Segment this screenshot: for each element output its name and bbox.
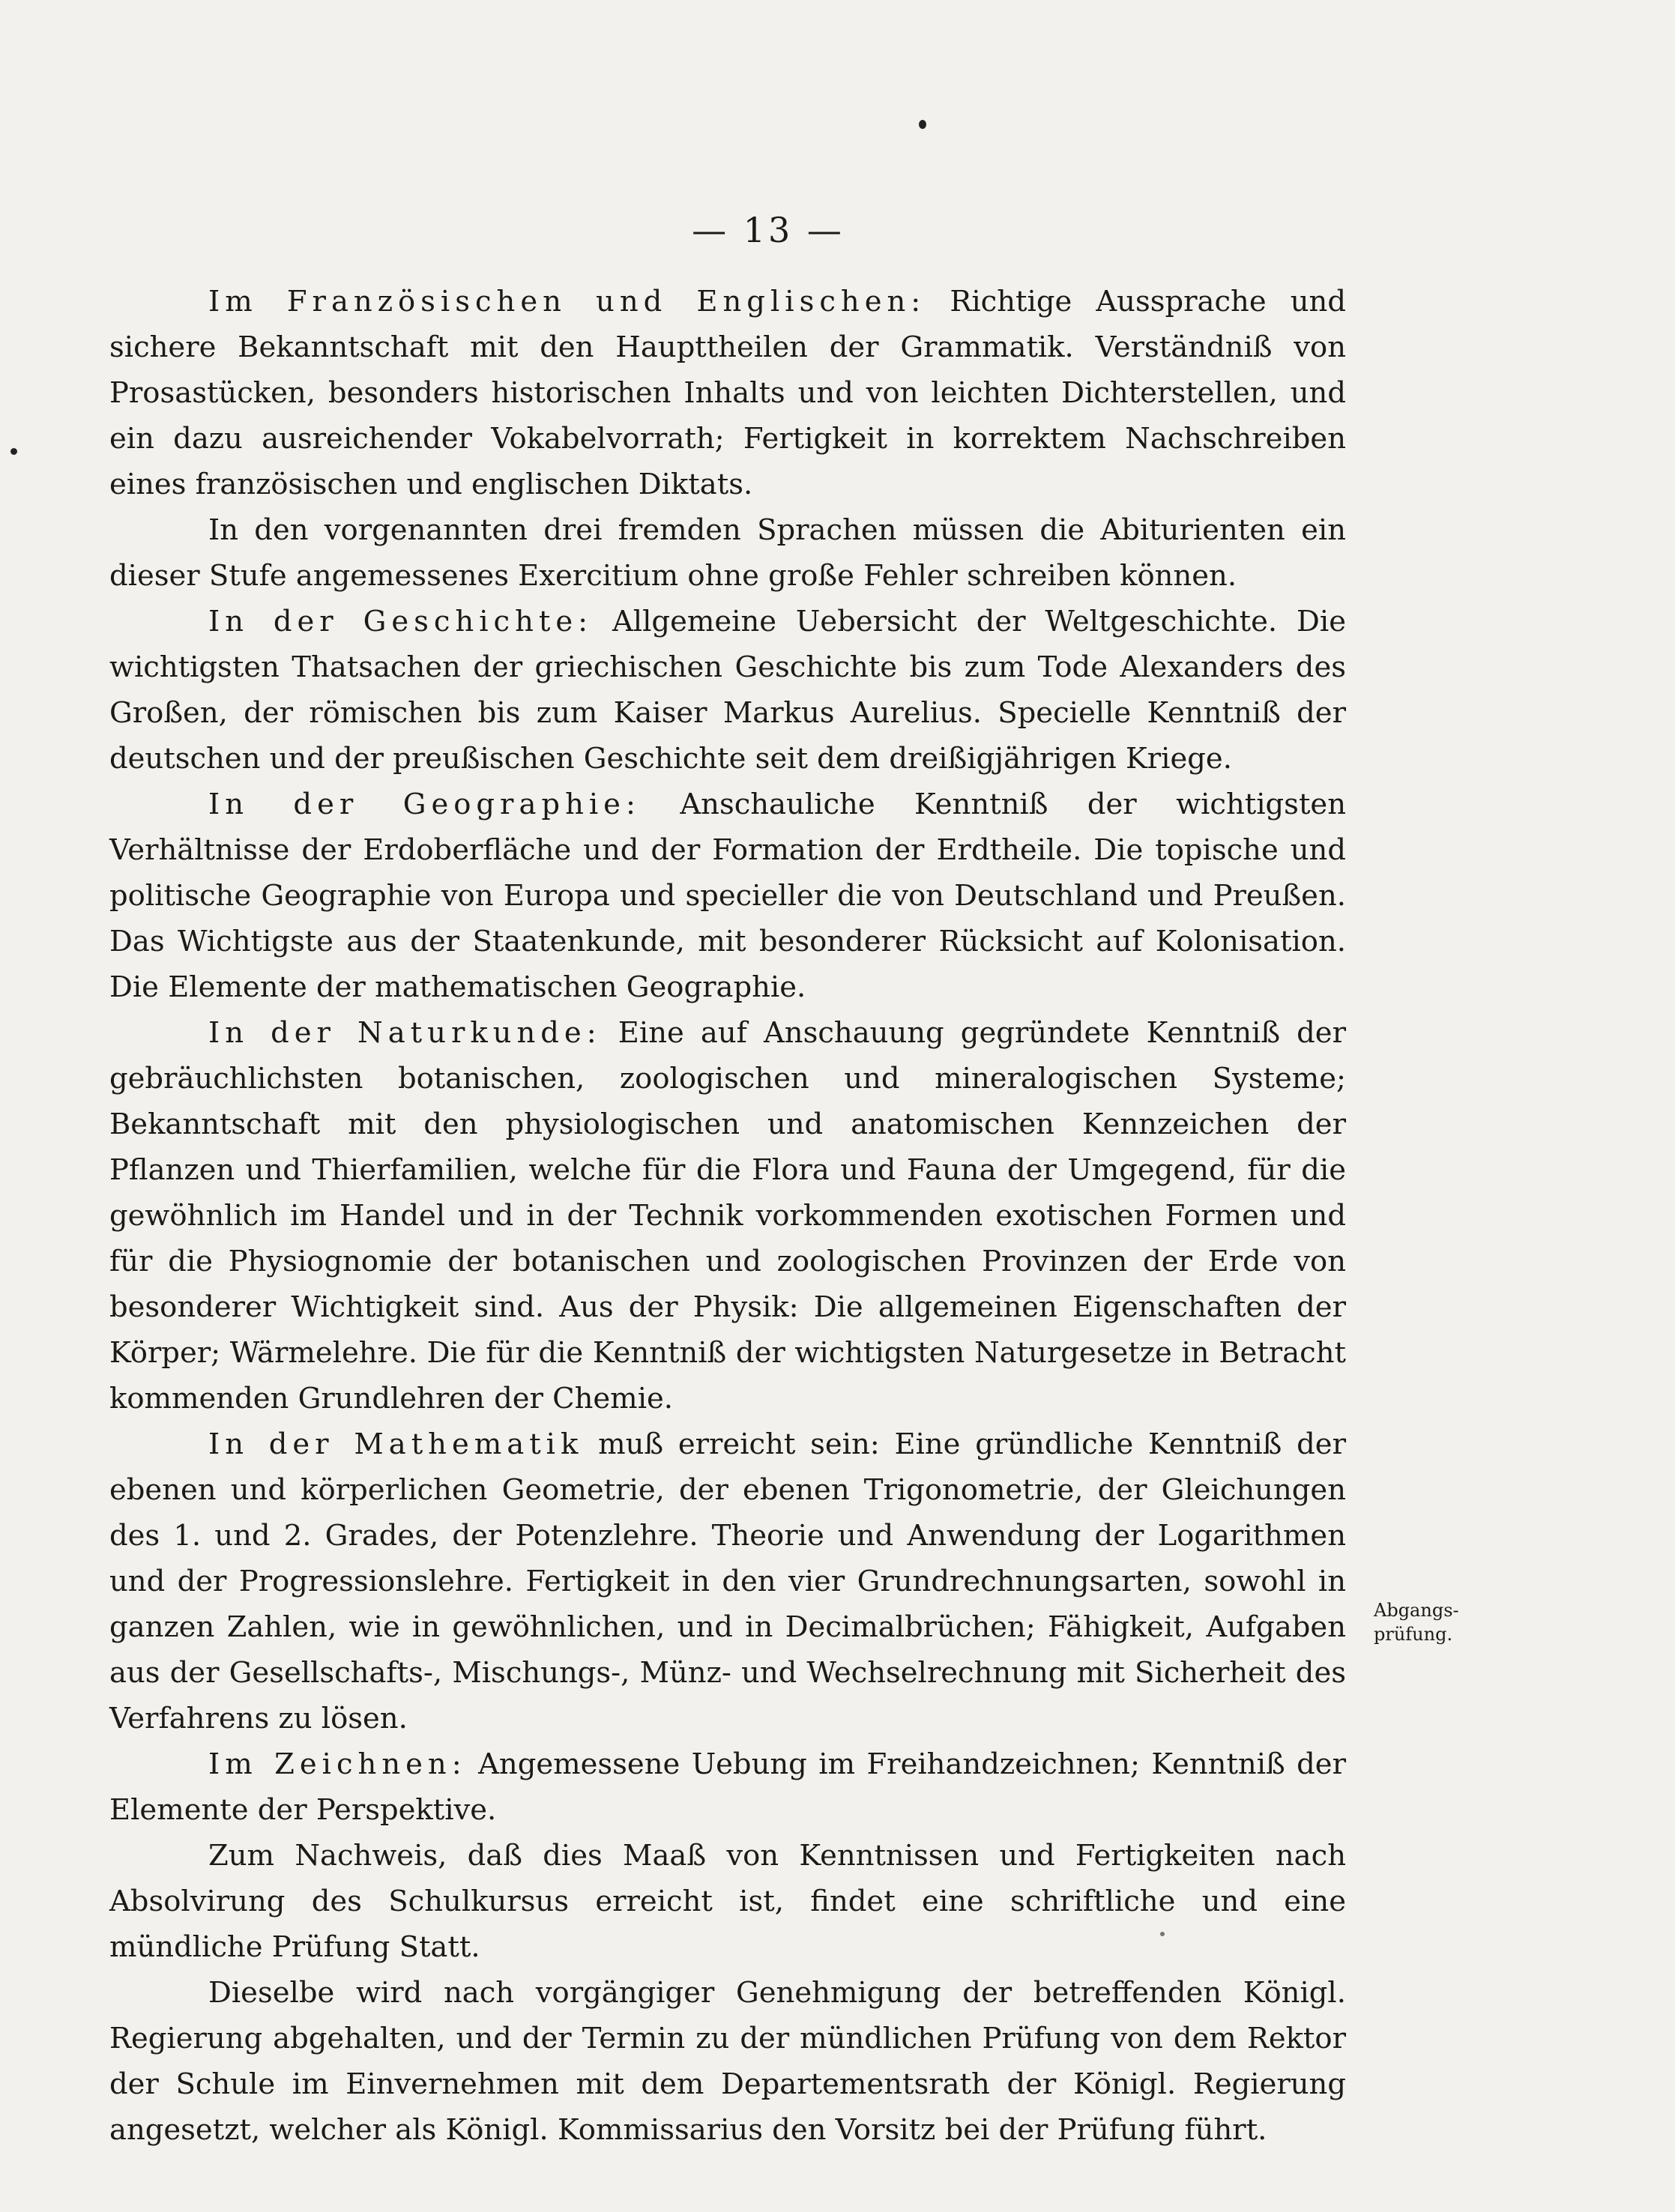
paragraph-text: In den vorgenannten drei fremden Sprachen müssen die Abiturienten ein dieser Stufe angemessenes Exercitium ohne große Fehler schreiben können.	[109, 513, 1346, 593]
paragraph-drawing	[109, 1741, 1346, 1833]
section-lead: Im Französischen und Englischen:	[208, 285, 926, 318]
paragraph-text: muß erreicht sein: Eine gründliche Kenntniß der ebenen und körperlichen Geometrie, der ebenen Trigonometrie, der Gleichungen des 1. und 2. Grades, der Potenzlehre. Theorie und Anwendung der Logarithmen und der Progressionslehre. Fertigkeit in den vier Grundrechnungsarten, sowohl in ganzen Zahlen, wie in gewöhnlichen, und in Decimalbrüchen; Fähigkeit, Aufgaben aus der Gesellschafts-, Mischungs-, Münz- und Wechselrechnung mit Sicherheit des Verfahrens zu lösen.	[109, 1427, 1346, 1735]
section-lead: In der Naturkunde:	[208, 1016, 602, 1050]
body-text	[109, 279, 1346, 2153]
margin-note: Abgangs-prüfung.	[1374, 1600, 1459, 1645]
paragraph-natural-science	[109, 1010, 1346, 1421]
paragraph-languages	[109, 279, 1346, 507]
paragraph-text: Richtige Aussprache und sichere Bekanntschaft mit den Haupttheilen der Grammatik. Verständniß von Prosastücken, besonders historischen Inhalts und von leichten Dichterstellen, und ein dazu ausreichender Vokabelvorrath; Fertigkeit in korrektem Nachschreiben eines französischen und englischen Diktats.	[109, 285, 1346, 501]
paragraph-exercitium	[109, 507, 1346, 599]
paragraph-procedure	[109, 1970, 1346, 2153]
paragraph-text: Zum Nachweis, daß dies Maaß von Kenntnissen und Fertigkeiten nach Absolvirung des Schulkursus erreicht ist, findet eine schriftliche und eine mündliche Prüfung Statt.	[109, 1839, 1346, 1964]
paragraph-text: Allgemeine Uebersicht der Weltgeschichte. Die wichtigsten Thatsachen der griechischen Geschichte bis zum Tode Alexanders des Großen, der römischen bis zum Kaiser Markus Aurelius. Specielle Kenntniß der deutschen und der preußischen Geschichte seit dem dreißigjährigen Kriege.	[109, 605, 1346, 776]
section-lead: In der Geographie:	[208, 788, 641, 821]
section-lead: In der Mathematik	[208, 1427, 584, 1461]
ink-speck	[919, 120, 926, 129]
paragraph-history	[109, 599, 1346, 782]
section-lead: In der Geschichte:	[208, 605, 594, 638]
paragraph-geography	[109, 782, 1346, 1010]
page-number: — 13 —	[692, 210, 845, 250]
paragraph-text: Eine auf Anschauung gegründete Kenntniß der gebräuchlichsten botanischen, zoologischen und mineralogischen Systeme; Bekanntschaft mit den physiologischen und anatomischen Kennzeichen der Pflanzen und Thierfamilien, welche für die Flora und Fauna der Umgegend, für die gewöhnlich im Handel und in der Technik vorkommenden exotischen Formen und für die Physiognomie der botanischen und zoologischen Provinzen der Erde von besonderer Wichtigkeit sind. Aus der Physik: Die allgemeinen Eigenschaften der Körper; Wärmelehre. Die für die Kenntniß der wichtigsten Naturgesetze in Betracht kommenden Grundlehren der Chemie.	[109, 1016, 1346, 1415]
paragraph-text: Angemessene Uebung im Freihandzeichnen; Kenntniß der Elemente der Perspektive.	[109, 1747, 1346, 1827]
section-lead: Im Zeichnen:	[208, 1747, 467, 1781]
ink-speck	[1160, 1932, 1165, 1936]
ink-speck	[10, 448, 17, 455]
paragraph-text: Dieselbe wird nach vorgängiger Genehmigung der betreffenden Königl. Regierung abgehalten, und der Termin zu der mündlichen Prüfung von dem Rektor der Schule im Einvernehmen mit dem Departementsrath der Königl. Regierung angesetzt, welcher als Königl. Kommissarius den Vorsitz bei der Prüfung führt.	[109, 1976, 1346, 2147]
paragraph-text: Anschauliche Kenntniß der wichtigsten Verhältnisse der Erdoberfläche und der Formation der Erdtheile. Die topische und politische Geographie von Europa und specieller die von Deutschland und Preußen. Das Wichtigste aus der Staatenkunde, mit besonderer Rücksicht auf Kolonisation. Die Elemente der mathematischen Geographie.	[109, 788, 1346, 1004]
paragraph-examination	[109, 1833, 1346, 1970]
paragraph-mathematics	[109, 1421, 1346, 1741]
